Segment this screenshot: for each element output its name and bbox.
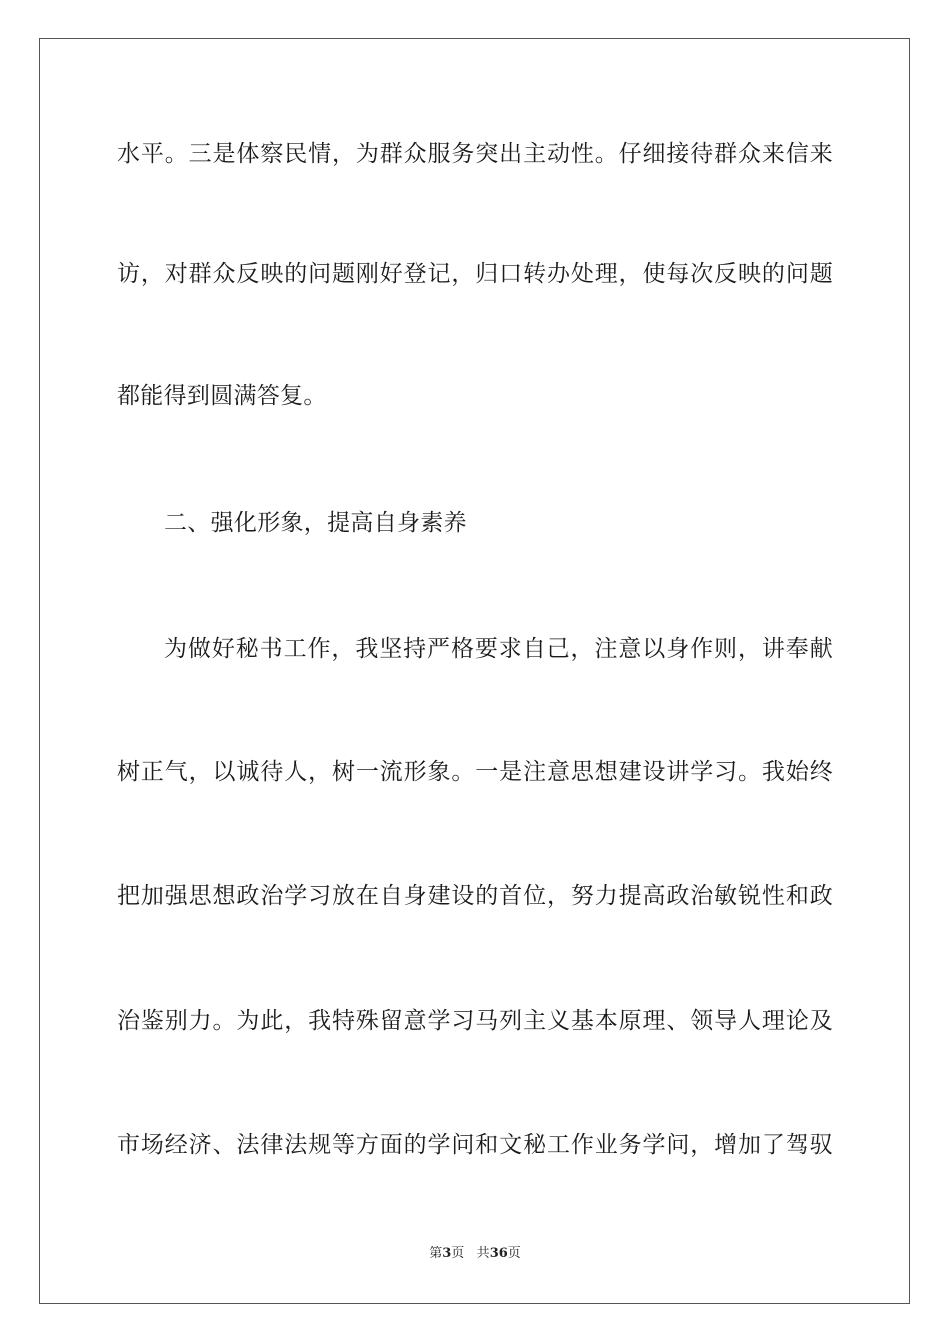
body-line-2: 访，对群众反映的问题刚好登记，归口转办处理，使每次反映的问题 — [117, 261, 833, 287]
body-line-6: 树正气，以诚待人，树一流形象。一是注意思想建设讲学习。我始终 — [117, 759, 833, 785]
footer-current-page: 3 — [442, 1246, 452, 1261]
body-line-7: 把加强思想政治学习放在自身建设的首位，努力提高政治敏锐性和政 — [117, 883, 833, 909]
body-line-5: 为做好秘书工作，我坚持严格要求自己，注意以身作则，讲奉献 — [164, 636, 833, 662]
body-line-8: 治鉴别力。为此，我特殊留意学习马列主义基本原理、领导人理论及 — [117, 1008, 833, 1034]
footer-total-pages: 36 — [489, 1246, 508, 1261]
footer-page-unit: 页 — [451, 1246, 465, 1261]
page-footer — [0, 1245, 950, 1263]
body-line-1: 水平。三是体察民情，为群众服务突出主动性。仔细接待群众来信来 — [117, 141, 833, 167]
footer-total-unit: 页 — [507, 1246, 521, 1261]
footer-prefix: 第 — [429, 1246, 443, 1261]
section-heading: 二、强化形象，提高自身素养 — [164, 510, 467, 536]
body-line-9: 市场经济、法律法规等方面的学问和文秘工作业务学问，增加了驾驭 — [117, 1132, 833, 1158]
body-line-3: 都能得到圆满答复。 — [117, 383, 327, 409]
page-border — [39, 38, 910, 1304]
footer-total-prefix: 共 — [476, 1246, 490, 1261]
